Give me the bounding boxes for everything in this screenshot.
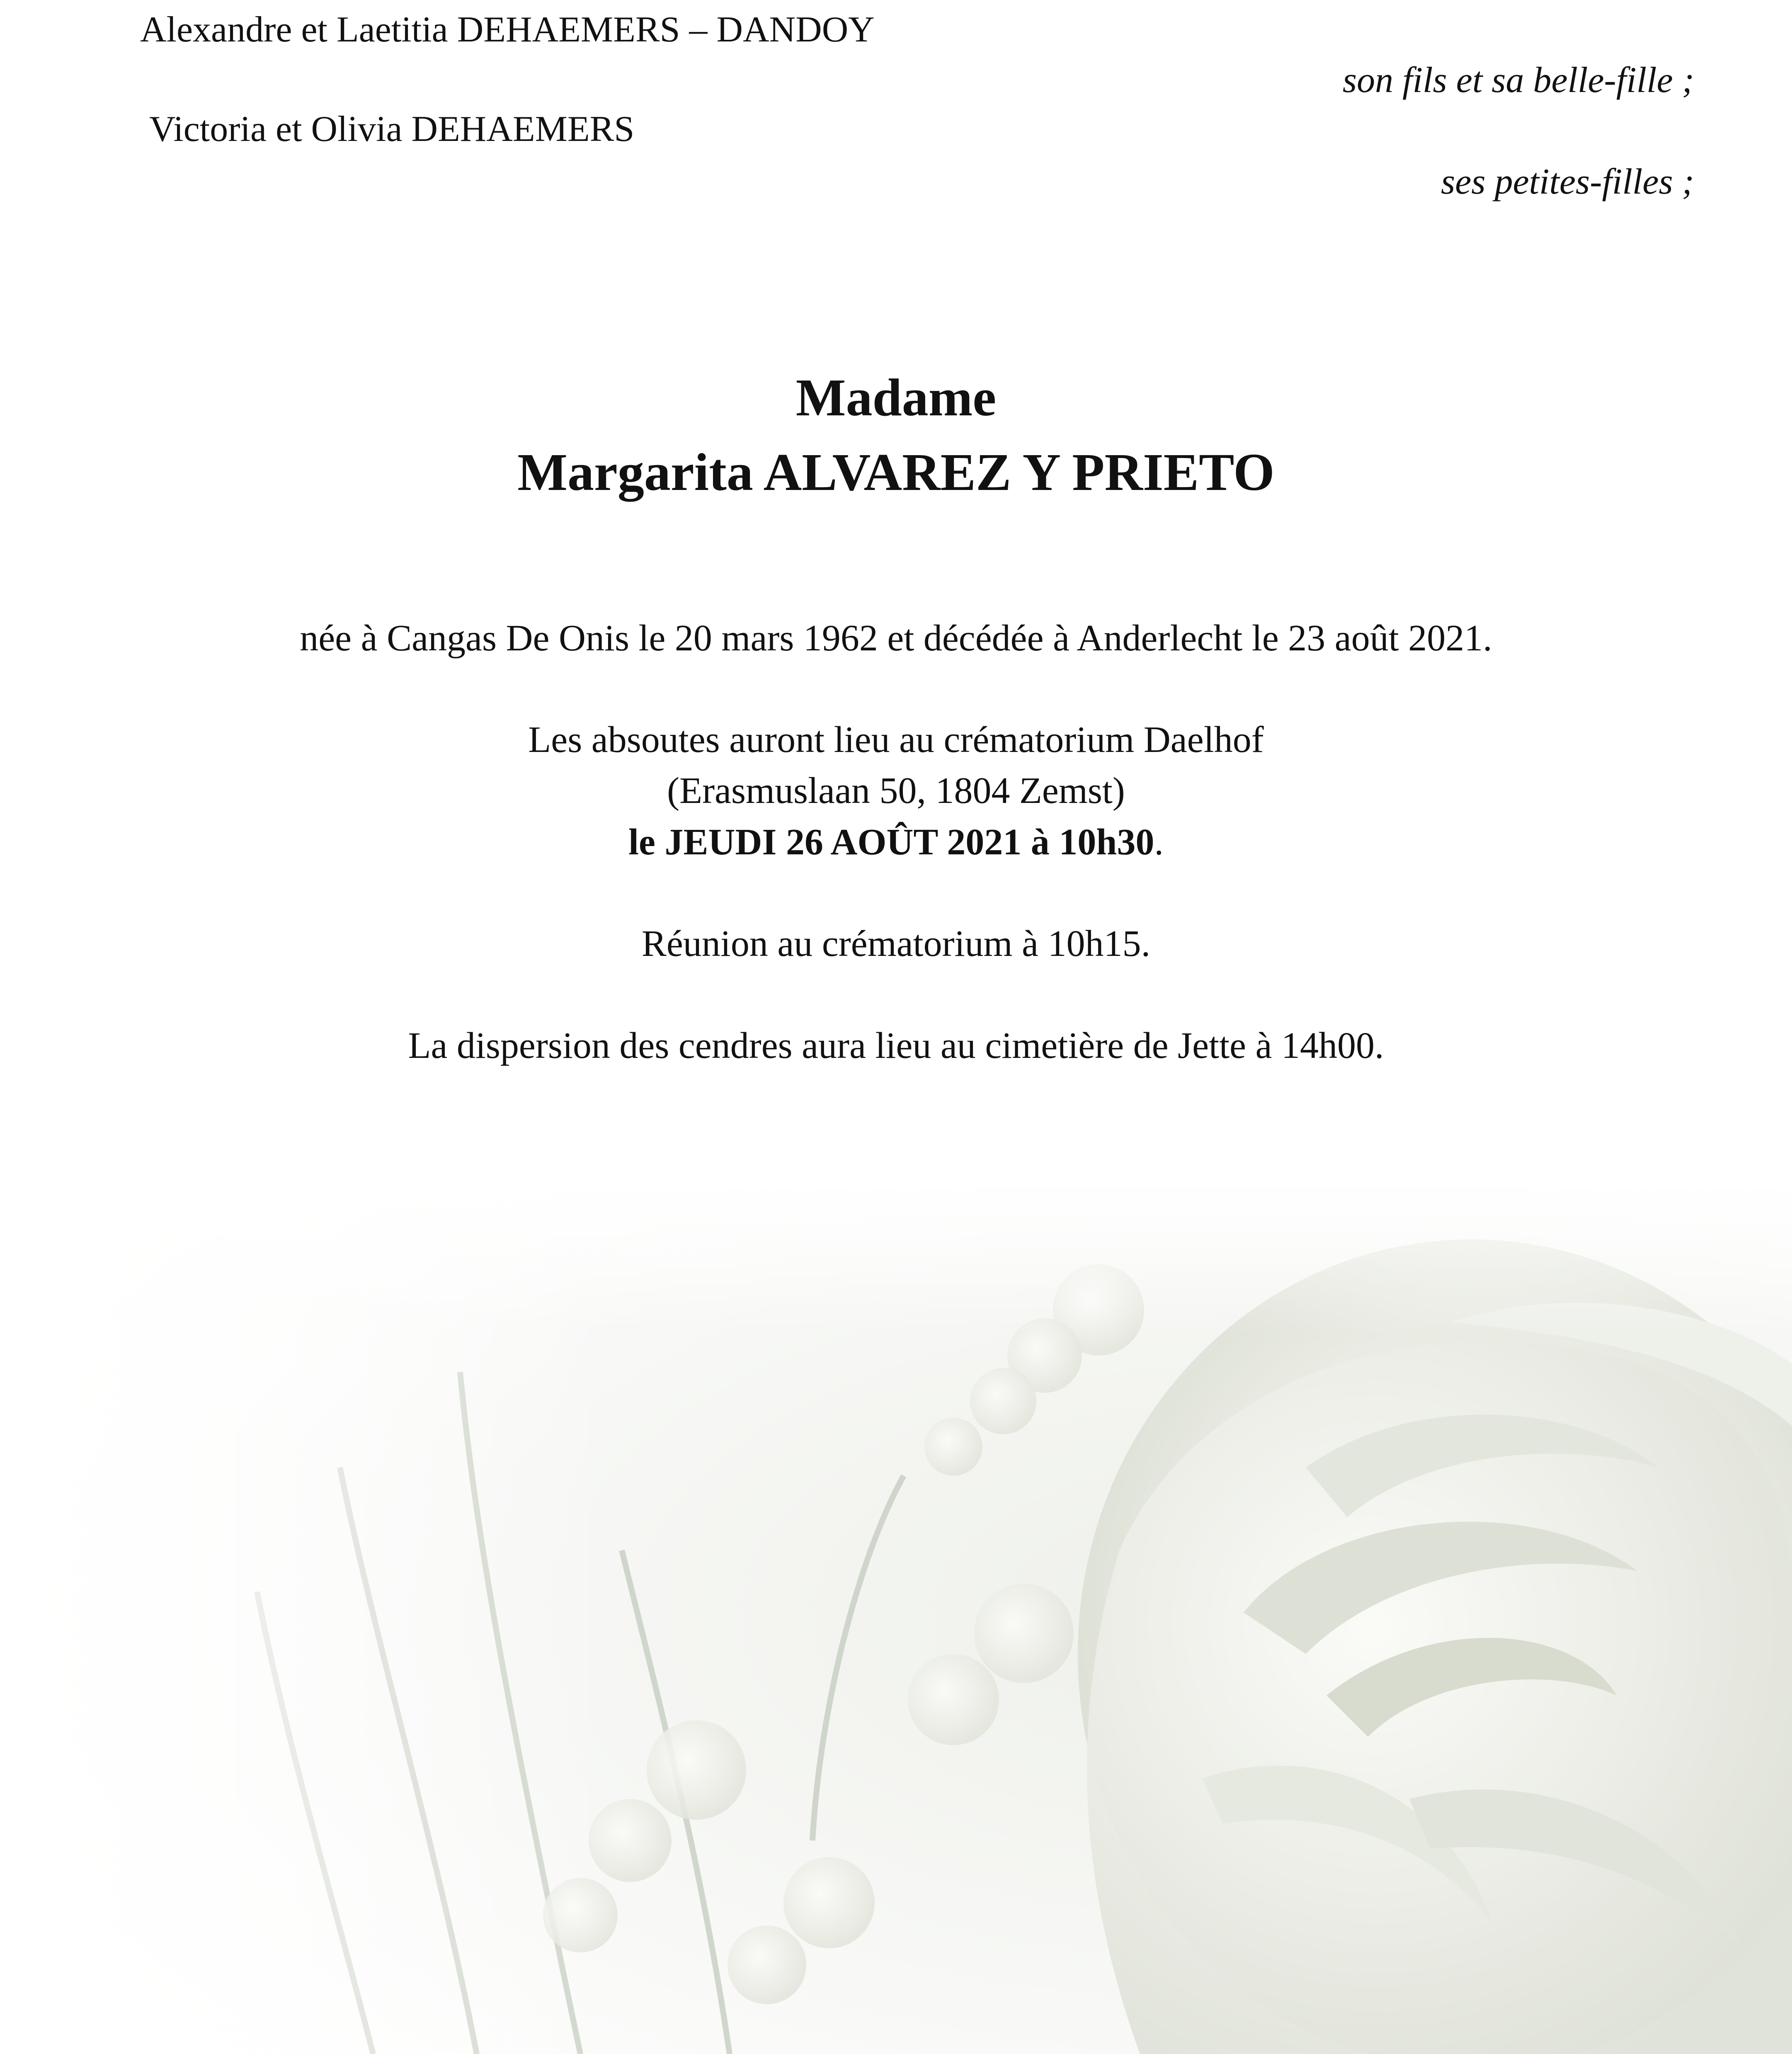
mourner-relation-1: son fils et sa belle-fille ; xyxy=(1342,60,1694,100)
deceased-honorific: Madame xyxy=(795,368,997,427)
dispersion-line: La dispersion des cendres aura lieu au cimetière de Jette à 14h00. xyxy=(408,1025,1384,1066)
mourner-names-2: Victoria et Olivia DEHAEMERS xyxy=(149,109,635,149)
mourner-names-1: Alexandre et Laetitia DEHAEMERS – DANDOY xyxy=(140,10,875,50)
white-rose-photo xyxy=(0,1177,1792,2054)
ceremony-datetime-suffix: . xyxy=(1154,822,1164,863)
ceremony-datetime-line xyxy=(0,824,1792,861)
ceremony-datetime: le JEUDI 26 AOÛT 2021 à 10h30 xyxy=(628,822,1154,863)
ceremony-location: Les absoutes auront lieu au crématorium Daelhof xyxy=(528,719,1264,760)
ceremony-address: (Erasmuslaan 50, 1804 Zemst) xyxy=(667,770,1125,811)
deceased-name: Margarita ALVAREZ Y PRIETO xyxy=(517,443,1275,502)
mourner-relation-2: ses petites-filles ; xyxy=(1441,162,1694,202)
meeting-line: Réunion au crématorium à 10h15. xyxy=(641,923,1151,964)
birth-death-line: née à Cangas De Onis le 20 mars 1962 et décédée à Anderlecht le 23 août 2021. xyxy=(300,618,1492,659)
